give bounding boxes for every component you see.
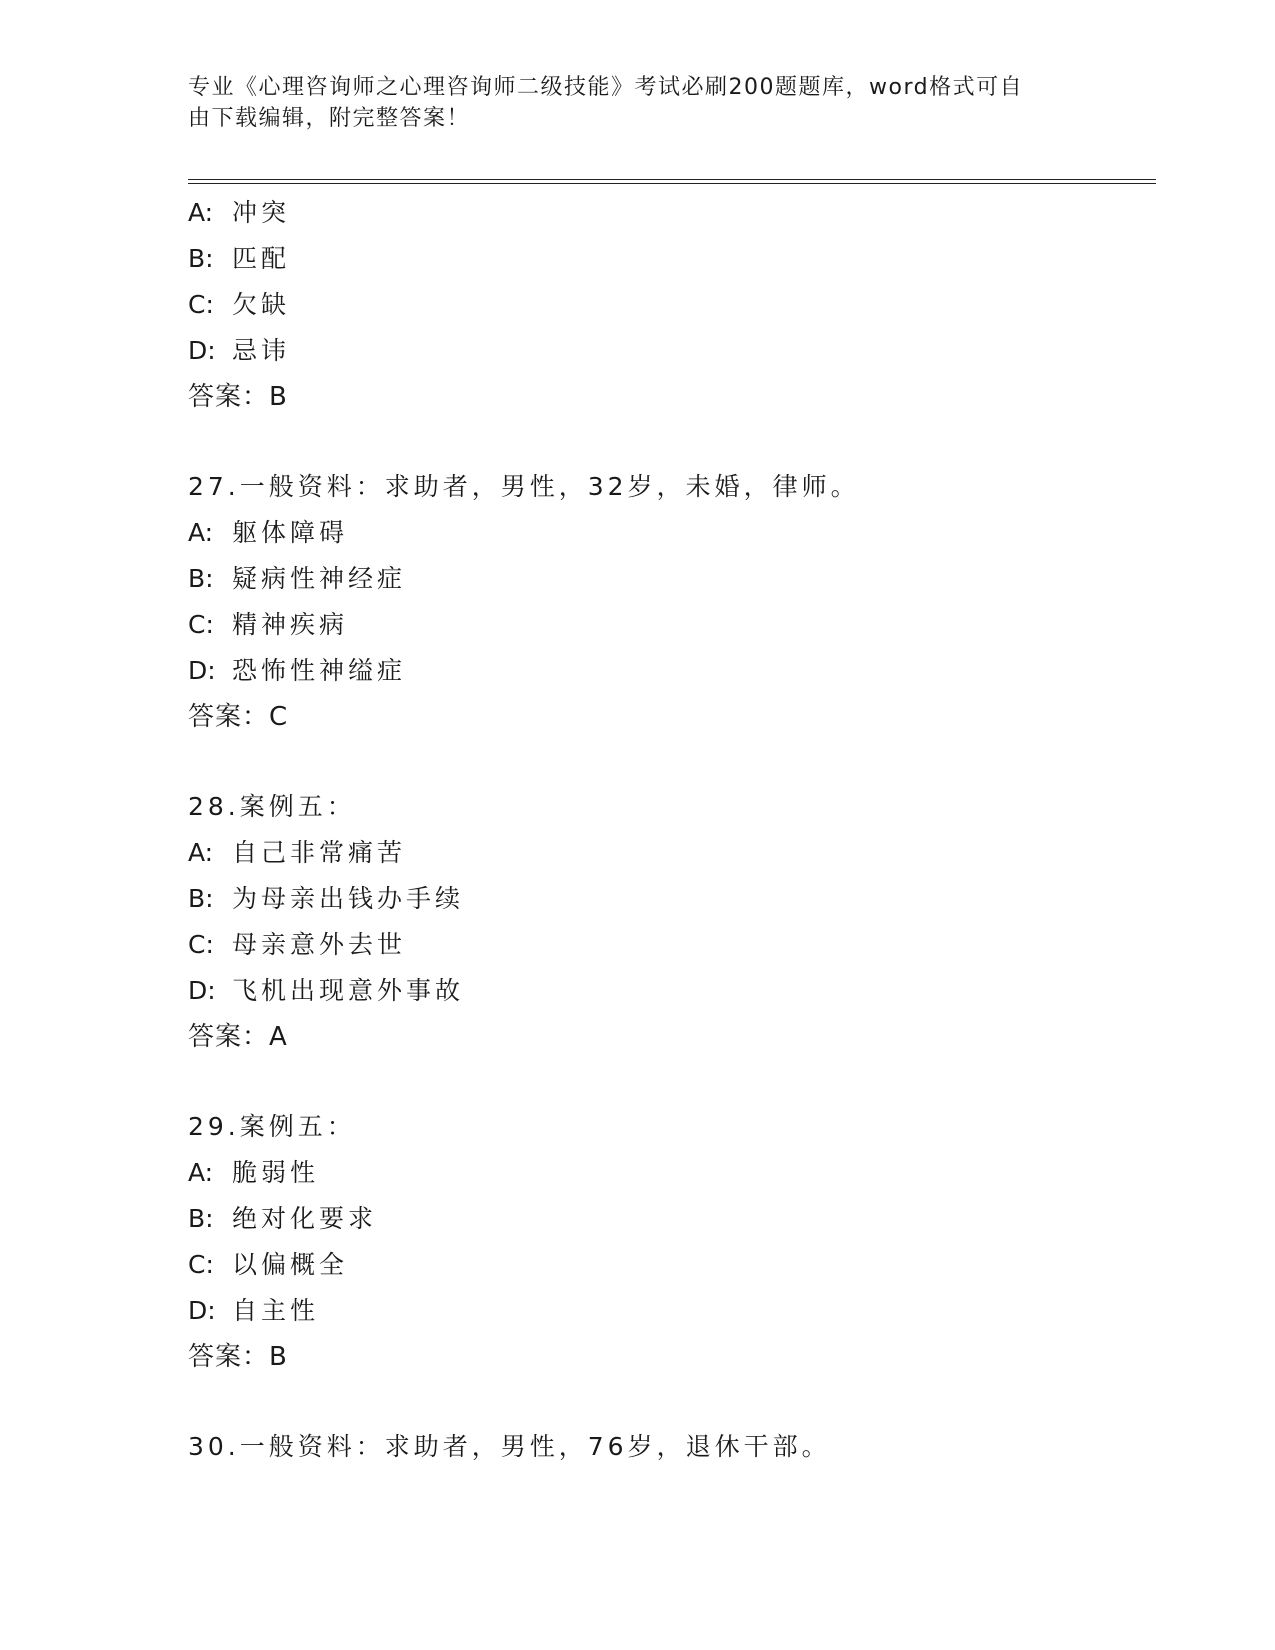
- option-text: 欠缺: [232, 290, 291, 319]
- header-line-2: 由下载编辑，附完整答案！: [188, 106, 471, 131]
- option-text: 自己非常痛苦: [232, 838, 407, 867]
- option-a: [188, 190, 1148, 236]
- question-block: [188, 190, 1148, 420]
- question-stem: 30.一般资料：求助者，男性，76岁，退休干部。: [188, 1432, 831, 1461]
- question-block: [188, 784, 1148, 1060]
- option-a: [188, 830, 1148, 876]
- question-block: [188, 1104, 1148, 1380]
- header-divider-bottom: [188, 183, 1156, 184]
- block-spacer: [188, 1380, 1148, 1424]
- option-d: [188, 1288, 1148, 1334]
- option-prefix: D:: [188, 1296, 216, 1325]
- option-a: [188, 1150, 1148, 1196]
- option-text: 恐怖性神缢症: [232, 656, 407, 685]
- option-prefix: D:: [188, 976, 216, 1005]
- option-text: 飞机出现意外事故: [232, 976, 465, 1005]
- option-d: [188, 648, 1148, 694]
- block-spacer: [188, 420, 1148, 464]
- option-prefix: C:: [188, 1250, 214, 1279]
- question-stem: 27.一般资料：求助者，男性，32岁，未婚，律师。: [188, 472, 860, 501]
- block-spacer: [188, 1060, 1148, 1104]
- header-divider-top: [188, 179, 1156, 180]
- option-a: [188, 510, 1148, 556]
- option-prefix: B:: [188, 564, 214, 593]
- option-prefix: C:: [188, 930, 214, 959]
- option-c: [188, 1242, 1148, 1288]
- option-c: [188, 282, 1148, 328]
- option-prefix: A:: [188, 838, 214, 867]
- answer-line: 答案：A: [188, 1022, 288, 1052]
- option-d: [188, 328, 1148, 374]
- option-text: 绝对化要求: [232, 1204, 378, 1233]
- question-stem: 28.案例五：: [188, 792, 356, 821]
- option-text: 忌讳: [232, 336, 291, 365]
- option-b: [188, 876, 1148, 922]
- option-c: [188, 602, 1148, 648]
- option-prefix: C:: [188, 290, 214, 319]
- option-text: 疑病性神经症: [232, 564, 407, 593]
- block-spacer: [188, 740, 1148, 784]
- option-prefix: D:: [188, 656, 216, 685]
- option-prefix: D:: [188, 336, 216, 365]
- option-b: [188, 236, 1148, 282]
- option-prefix: A:: [188, 1158, 214, 1187]
- option-text: 匹配: [232, 244, 291, 273]
- option-prefix: B:: [188, 884, 214, 913]
- option-text: 脆弱性: [232, 1158, 320, 1187]
- option-text: 母亲意外去世: [232, 930, 407, 959]
- question-stem: 29.案例五：: [188, 1112, 356, 1141]
- option-prefix: A:: [188, 198, 214, 227]
- option-d: [188, 968, 1148, 1014]
- answer-line: 答案：C: [188, 702, 289, 732]
- answer-line: 答案：B: [188, 1342, 288, 1372]
- header-line-1: 专业《心理咨询师之心理咨询师二级技能》考试必刷200题题库，word格式可自: [188, 75, 1024, 100]
- option-text: 躯体障碍: [232, 518, 349, 547]
- answer-line: 答案：B: [188, 382, 288, 412]
- option-prefix: C:: [188, 610, 214, 639]
- option-prefix: A:: [188, 518, 214, 547]
- option-text: 为母亲出钱办手续: [232, 884, 465, 913]
- option-c: [188, 922, 1148, 968]
- question-block: [188, 1424, 1148, 1470]
- option-text: 自主性: [232, 1296, 320, 1325]
- option-text: 冲突: [232, 198, 291, 227]
- question-block: [188, 464, 1148, 740]
- option-prefix: B:: [188, 244, 214, 273]
- option-text: 精神疾病: [232, 610, 349, 639]
- option-prefix: B:: [188, 1204, 214, 1233]
- question-list: [188, 190, 1148, 1470]
- option-b: [188, 1196, 1148, 1242]
- document-header: [188, 72, 1068, 134]
- option-b: [188, 556, 1148, 602]
- option-text: 以偏概全: [232, 1250, 349, 1279]
